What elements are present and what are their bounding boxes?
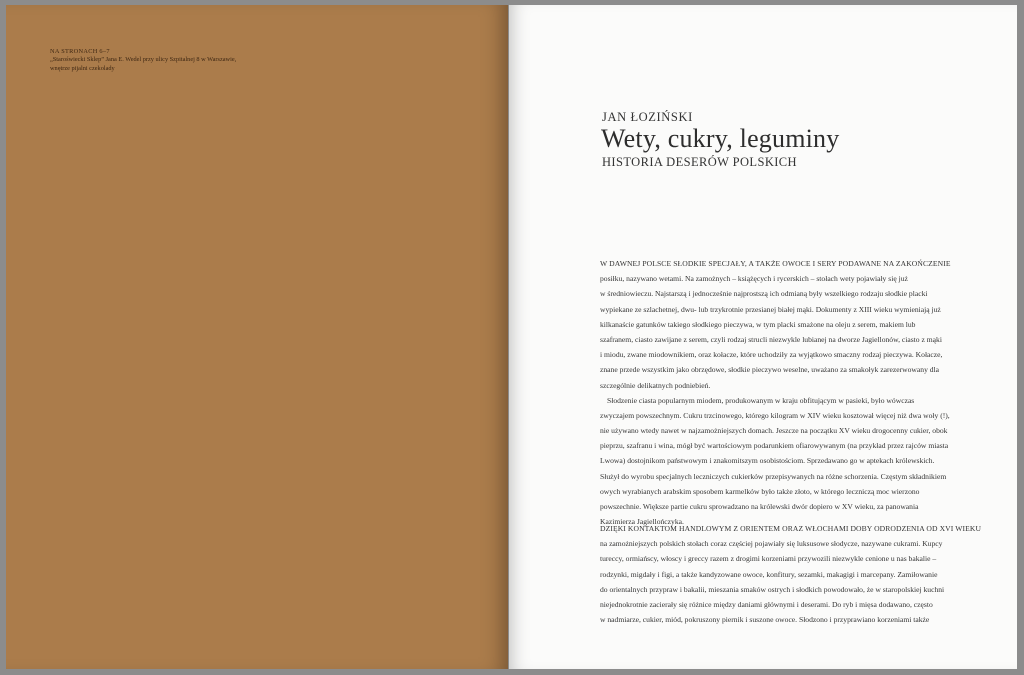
- text-line: posiłku, nazywano wetami. Na zamożnych – książęcych i rycerskich – stołach wety pojawiały się już: [600, 274, 908, 284]
- text-line: Służył do wyrobu specjalnych leczniczych cukierków przepisywanych na różne schorzenia. Częstym składnikiem: [600, 471, 947, 481]
- text-line: nie używano wtedy nawet w najzamożniejszych domach. Jeszcze na początku XV wieku drogocenny cukier, obok: [600, 426, 948, 436]
- text-line: i miodu, zwane miodownikiem, oraz kołacze, które uchodziły za wyjątkowo smaczny rodzaj pieczywa. Kołacze,: [600, 350, 943, 360]
- text-line: pieprzu, szafranu i wina, mógł być wartościowym podarunkiem ofiarowywanym (na przykład przez rajców miasta: [600, 441, 949, 451]
- text-line: Kazimierza Jagiellończyka.: [600, 517, 684, 527]
- book-subtitle: HISTORIA DESERÓW POLSKICH: [602, 155, 797, 169]
- text-line: do orientalnych przypraw i bakalii, mieszania smaków ostrych i słodkich powodowało, że w staropolskiej kuchni: [600, 584, 945, 594]
- text-line: owych wyrabianych arabskim sposobem karmelków było także złoto, w którego leczniczą moc wierzono: [600, 486, 920, 496]
- text-line: powszechnie. Większe partie cukru sprowadzano na królewski dwór dopiero w XV wieku, za panowania: [600, 502, 919, 511]
- text-line: kilkanaście gatunków takiego słodkiego pieczywa, w tym placki smażone na oleju z serem, makiem lub: [600, 319, 916, 329]
- text-line: na zamożniejszych polskich stołach coraz częściej pojawiały się luksusowe słodycze, nazywane cukrami. Kupcy: [600, 539, 943, 549]
- text-line: w średniowieczu. Najstarszą i jednocześnie najprostszą ich odmianą były wszelkiego rodzaju słodkie placki: [600, 289, 928, 299]
- body-paragraph-block-2: [600, 521, 982, 627]
- text-line: DZIĘKI KONTAKTOM HANDLOWYM Z ORIENTEM ORAZ WŁOCHAMI DOBY ODRODZENIA OD XVI WIEKU: [600, 524, 982, 533]
- caption-label: NA STRONACH 6–7: [50, 48, 110, 55]
- author-name: JAN ŁOZIŃSKI: [602, 110, 693, 124]
- text-line: niejednokrotnie zacierały się różnice między daniami głównymi i deserami. Do ryb i mięsa dodawano, często: [600, 599, 933, 609]
- text-line: tureccy, ormiańscy, włoscy i greccy razem z drogimi korzeniami przywozili niezwykle cenione u nas bakalie –: [600, 554, 937, 564]
- text-line: Lwowa) dostojnikom państwowym i znakomitszym osobistościom. Sprzedawano go w aptekach królewskich.: [600, 456, 935, 466]
- text-line: szafranem, ciasto zawijane z serem, czyli rodzaj strucli niezwykle lubianej na dworze Jagiellonów, ciasto z mąki: [600, 334, 942, 344]
- book-title: Wety, cukry, leguminy: [601, 124, 840, 153]
- caption-line: „Staroświecki Sklep” Jana E. Wedel przy ulicy Szpitalnej 8 w Warszawie,: [50, 56, 237, 64]
- text-line: W DAWNEJ POLSCE SŁODKIE SPECJAŁY, A TAKŻE OWOCE I SERY PODAWANE NA ZAKOŃCZENIE: [600, 259, 951, 268]
- text-line: znane przede wszystkim jako obrzędowe, słodkie pieczywo weselne, uważano za smakołyk zarezerwowany dla: [600, 365, 940, 375]
- left-page: [6, 5, 508, 669]
- body-paragraph-block-1: [600, 256, 976, 529]
- text-line: w nadmiarze, cukier, miód, pokruszony piernik i suszone owoce. Słodzono i przyprawiano korzeniami także: [600, 615, 930, 625]
- text-line: rodzynki, migdały i figi, a także kandyzowane owoce, konfitury, sezamki, makagigi i marcepany. Zamiłowanie: [600, 569, 938, 579]
- text-line: Słodzenie ciasta popularnym miodem, produkowanym w kraju obfitującym w pasieki, było wówczas: [607, 395, 915, 405]
- text-line: zwyczajem powszechnym. Cukru trzcinowego, którego kilogram w XIV wieku kosztował więcej niż dwa woły (!),: [600, 410, 950, 420]
- photo-caption: [50, 48, 310, 73]
- caption-line: wnętrze pijalni czekolady: [50, 64, 115, 72]
- text-line: wypiekane ze szlachetnej, dwu- lub trzykrotnie przesianej białej mąki. Dokumenty z XIII wieku wymieniają już: [600, 304, 941, 314]
- text-line: szczególnie delikatnych podniebień.: [600, 380, 711, 390]
